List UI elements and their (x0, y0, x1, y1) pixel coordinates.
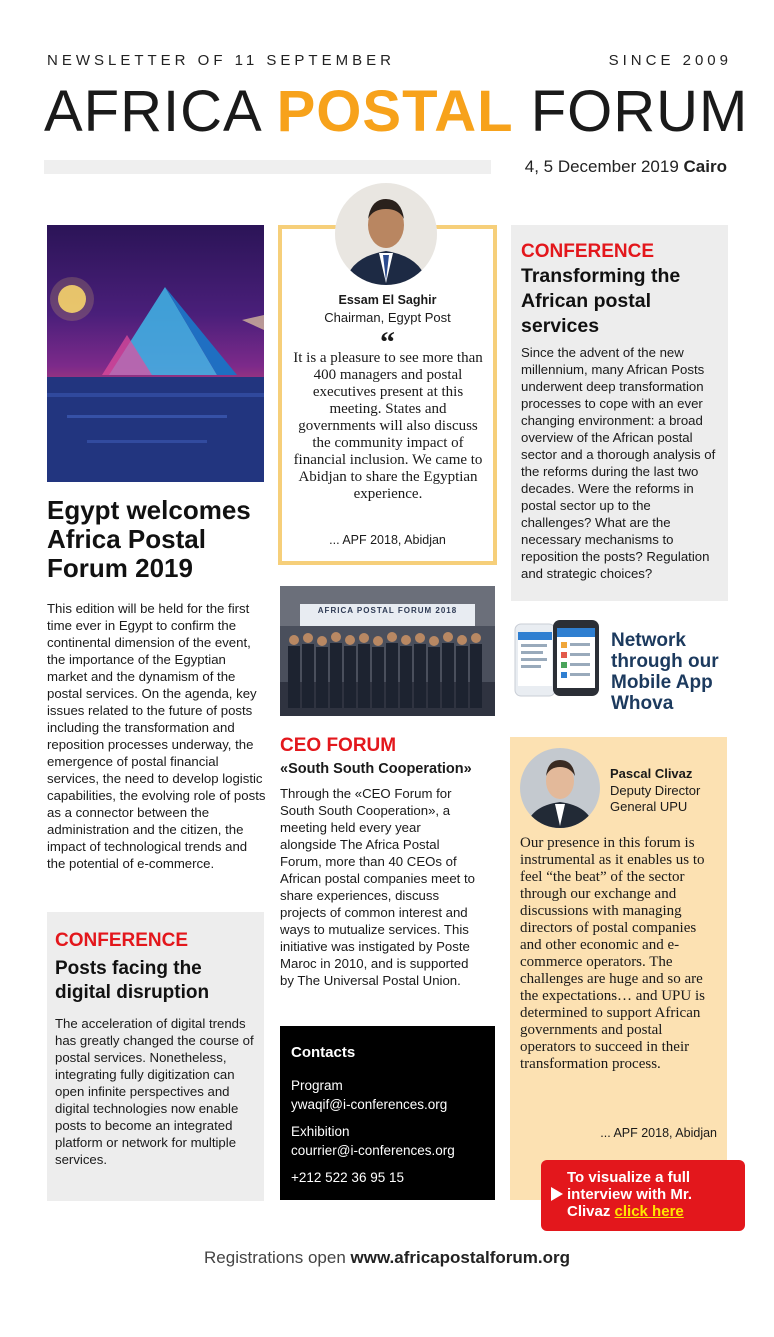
mobile-app-phones-image (513, 620, 603, 698)
quote-author-name: Essam El Saghir (338, 293, 437, 307)
contact-phone: +212 522 36 95 15 (291, 1170, 404, 1185)
quote-mark: “ (380, 326, 395, 359)
quote-text: Our presence in this forum is instrumental as it enables us to feel “the beat” of the sector through our exchange and discussions with managing directors of postal companies and other economic and e-commerce operators. The challenges are huge and so are the expectations… and UPU is determined to support African governments and postal operators to succeed in their transformation process. (520, 835, 705, 1072)
pyramid-illustration (47, 225, 264, 482)
play-icon (551, 1187, 563, 1201)
since-label: SINCE 2009 (608, 52, 732, 69)
conference-card-left (47, 912, 264, 1201)
cta-label: To visualize a full interview with Mr. Clivaz (567, 1169, 693, 1220)
program-label: Program (291, 1078, 343, 1093)
ceo-forum-body: Through the «CEO Forum for South South Cooperation», a meeting held every year alongside The Africa Postal Forum, more than 40 CEOs of African postal companies meet to share experiences, discuss projects of common interest and ways to mutualize services. This initiative was instigated by Poste Maroc in 2010, and is supported by The Universal Postal Union. (280, 786, 475, 988)
website-link[interactable]: www.africapostalforum.org (350, 1248, 570, 1267)
footer (0, 1248, 774, 1268)
conference-label: CONFERENCE (55, 930, 189, 951)
conference-label: CONFERENCE (521, 241, 655, 262)
quote-source: ... APF 2018, Abidjan (600, 1126, 717, 1140)
portrait-essam (335, 183, 437, 285)
cta-text (567, 1169, 737, 1220)
conference-card-right (511, 225, 728, 601)
quote-text: It is a pleasure to see more than 400 managers and postal executives present at this meeting. States and governments will also discuss the community impact of financial inclusion. We came to Abidjan to share the Egyptian experience. (293, 350, 483, 502)
conference-body: The acceleration of digital trends has greatly changed the course of postal services. Nonetheless, integrating fully digitization can open infinite perspectives and digital technologies now enable posts to become an integrated platform or network for multiple services. (55, 1016, 254, 1167)
event-date (525, 157, 727, 177)
exhibition-email-link[interactable]: courrier@i-conferences.org (291, 1143, 455, 1158)
click-here-link[interactable]: click here (614, 1203, 684, 1220)
newsletter-label: NEWSLETTER OF 11 SEPTEMBER (47, 52, 395, 69)
quote-author-name: Pascal Clivaz (610, 766, 693, 781)
ceo-forum-subtitle: «South South Cooperation» (280, 761, 472, 777)
conference-body: Since the advent of the new millennium, many African Posts underwent deep transformation processes to cope with an ever changing environment: a broad overview of the African postal sector and a thorough analysis of the reforms during the last two decades. Were the reforms in postal sector up to the challenges? What are the necessary mechanisms to reposition the posts? Regulation and strategic choices? (521, 345, 716, 581)
title-part-forum: FORUM (530, 79, 749, 144)
conference-title: Posts facing the digital disruption (55, 958, 210, 1003)
portrait-pascal (520, 748, 600, 828)
event-city: Cairo (683, 157, 727, 176)
interview-cta-button[interactable] (541, 1160, 745, 1231)
contacts-box (280, 1026, 495, 1200)
photo-banner-text: AFRICA POSTAL FORUM 2018 (317, 606, 458, 615)
apf-2018-group-photo (280, 586, 495, 716)
exhibition-label: Exhibition (291, 1124, 350, 1139)
hero-heading: Egypt welcomes Africa Postal Forum 2019 (47, 495, 251, 583)
title-part-africa: AFRICA (44, 79, 260, 144)
program-email-link[interactable]: ywaqif@i-conferences.org (291, 1097, 448, 1112)
hero-body: This edition will be held for the first time ever in Egypt to confirm the continental dimension of the event, the importance of the Egyptian market and the dynamism of the postal services. On the agenda, key issues related to the future of posts including the transformation and reposition processes underway, the emergence of postal financial services, the need to develop logistic capabilities, the evolving role of posts as a connector between the administration and the citizen, the impact of technological trends and the potential of e-commerce. (47, 601, 266, 871)
conference-title: Transforming the African postal services (521, 265, 681, 337)
page-title (44, 78, 748, 145)
title-part-postal: POSTAL (276, 79, 514, 144)
footer-prefix: Registrations open (204, 1248, 346, 1267)
ceo-forum-label: CEO FORUM (280, 735, 397, 756)
contacts-heading: Contacts (291, 1044, 356, 1061)
quote-source: ... APF 2018, Abidjan (329, 533, 446, 547)
quote-author-role: Chairman, Egypt Post (324, 310, 451, 325)
app-promo-link[interactable]: Network through our Mobile App Whova (611, 630, 719, 714)
event-date-text: 4, 5 December 2019 (524, 157, 679, 176)
quote-author-role: Deputy Director General UPU (610, 783, 701, 814)
header-divider (44, 160, 491, 174)
